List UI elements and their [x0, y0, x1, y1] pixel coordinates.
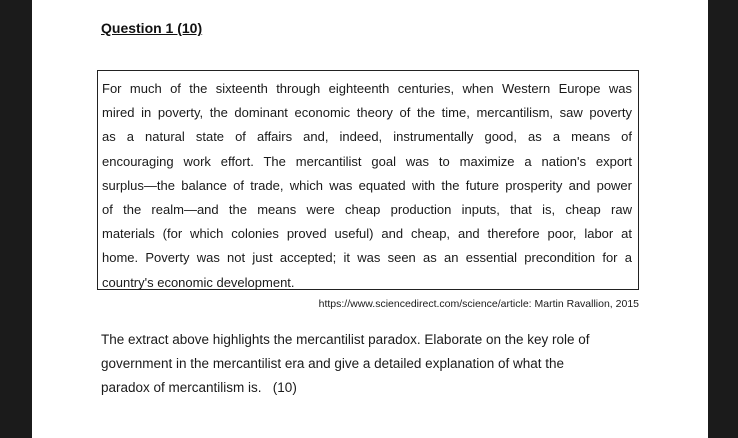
- extract-line: For much of the sixteenth through eighteenth centuries, when Western Europe was: [102, 81, 632, 96]
- document-page: [32, 0, 708, 438]
- question-prompt-line: paradox of mercantilism is. (10): [101, 380, 297, 395]
- question-prompt-line: government in the mercantilist era and give a detailed explanation of what the: [101, 356, 565, 371]
- extract-line: of the realm—and the means were cheap production inputs, that is, cheap raw: [102, 201, 632, 217]
- extract-line: surplus—the balance of trade, which was equated with the future prosperity and power: [102, 177, 632, 193]
- question-prompt-line: The extract above highlights the mercantilist paradox. Elaborate on the key role of: [101, 332, 590, 347]
- extract-line: materials (for which colonies proved useful) and cheap, and therefore poor, labor at: [102, 226, 632, 242]
- extract-line: as a natural state of affairs and, indeed, instrumentally good, as a means of: [102, 129, 632, 145]
- extract-box: [97, 70, 639, 290]
- extract-line: country's economic development.: [102, 274, 295, 290]
- extract-line: mired in poverty, the dominant economic theory of the time, mercantilism, saw poverty: [102, 105, 632, 121]
- extract-line: encouraging work effort. The mercantilist goal was to maximize a nation's export: [102, 153, 632, 169]
- question-heading: Question 1 (10): [101, 20, 203, 36]
- question-prompt: [101, 328, 641, 400]
- source-citation: https://www.sciencedirect.com/science/article: Martin Ravallion, 2015: [318, 298, 639, 310]
- extract-line: home. Poverty was not just accepted; it was seen as an essential precondition for a: [102, 250, 632, 266]
